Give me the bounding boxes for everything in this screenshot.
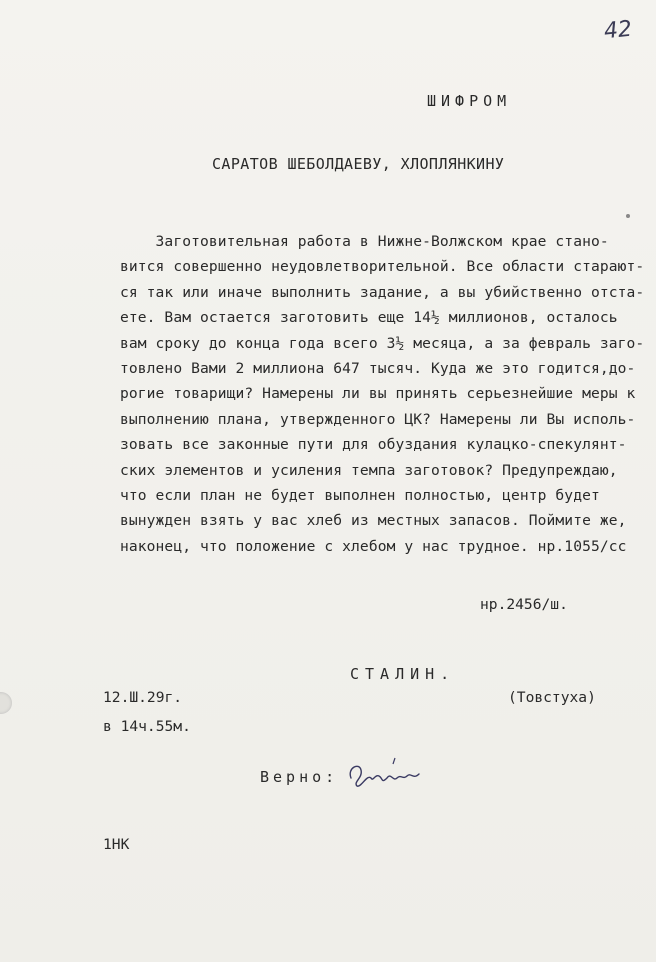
body-line: товлено Вами 2 миллиона 647 тысяч. Куда же это годится,до- (120, 359, 636, 377)
secretary-name: (Товстуха) (508, 689, 596, 706)
date-line: 12.Ш.29г. (103, 689, 183, 706)
body-line: вынужден взять у вас хлеб из местных запасов. Поймите же, (120, 512, 627, 530)
body-line: зовать все законные пути для обуздания кулацко-спекулянт- (120, 436, 627, 454)
copy-count: 1НК (103, 836, 130, 853)
telegram-body (120, 233, 645, 563)
body-line: ся так или иначе выполнить задание, а вы убийственно отста- (120, 283, 645, 301)
cipher-heading: ШИФРОМ (427, 92, 512, 110)
body-line: Заготовительная работа в Нижне-Волжском крае стано- (120, 233, 609, 250)
verified-label: Верно: (260, 768, 339, 786)
paper-speck (626, 214, 630, 218)
addressee-line: САРАТОВ ШЕБОЛДАЕВУ, ХЛОПЛЯНКИНУ (212, 155, 505, 173)
body-line: вится совершенно неудовлетворительной. Все области старают- (120, 258, 645, 276)
signature-name: СТАЛИН. (350, 665, 456, 683)
body-line: ете. Вам остается заготовить еще 14½ миллионов, осталось (120, 309, 618, 327)
body-line: рогие товарищи? Намерены ли вы принять серьезнейшие меры к (120, 385, 636, 403)
body-line: что если план не будет выполнен полностью, центр будет (120, 486, 600, 504)
time-line: в 14ч.55м. (103, 718, 191, 735)
body-line: ских элементов и усиления темпа заготовок? Предупреждаю, (120, 461, 618, 479)
handwritten-signature (345, 756, 425, 792)
body-line: вам сроку до конца года всего 3½ месяца, а за февраль заго- (120, 334, 645, 352)
page-number: 42 (602, 16, 634, 45)
body-line: наконец, что положение с хлебом у нас трудное. нр.1055/сс (120, 537, 627, 555)
punch-hole (0, 692, 12, 714)
reference-number: нр.2456/ш. (480, 596, 568, 613)
body-line: выполнению плана, утвержденного ЦК? Намерены ли Вы исполь- (120, 410, 636, 428)
